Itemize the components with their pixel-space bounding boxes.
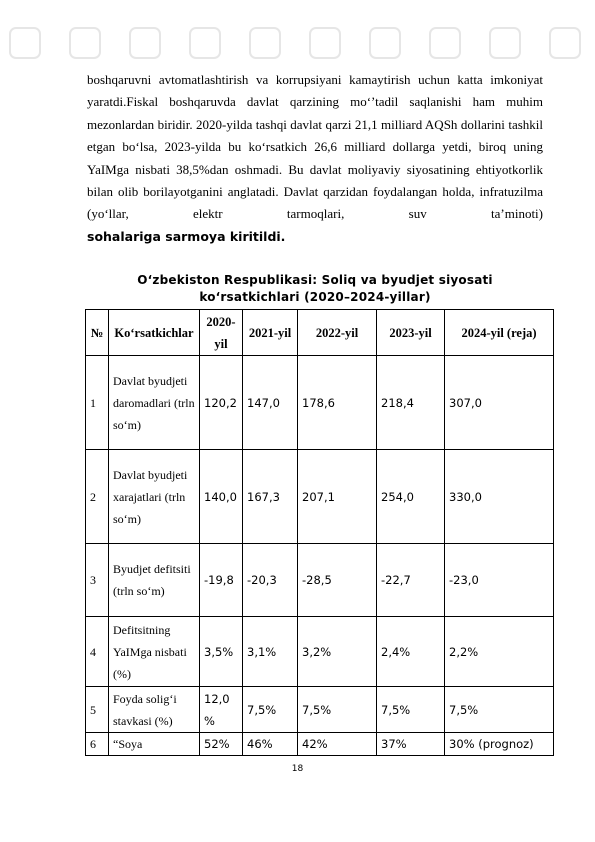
table-cell: 140,0: [200, 450, 243, 544]
table-cell: 207,1: [298, 450, 377, 544]
table-cell: 7,5%: [243, 687, 298, 733]
table-cell: 147,0: [243, 356, 298, 450]
table-cell: 7,5%: [377, 687, 445, 733]
table-cell: 37%: [377, 733, 445, 756]
table-row: [86, 544, 554, 617]
row-index: 5: [86, 687, 109, 733]
table-cell: 3,2%: [298, 617, 377, 687]
table-header-row: [86, 310, 554, 356]
indicator-name: Davlat byudjeti daromadlari (trln so‘m): [109, 356, 200, 450]
header-cell: 2022-yil: [298, 310, 377, 356]
body-paragraph: [87, 69, 543, 248]
paragraph-text: boshqaruvni avtomatlashtirish va korrupsiyani kamaytirish uchun katta imkoniyat yaratdi.Fiskal boshqaruvda davlat qarzining mo‘’tadil saqlanishi ham muhim mezonlardan biridir. 2020-yilda tashqi davlat qarzi 21,1 milliard AQSh dollarini tashkil etgan bo‘lsa, 2023-yilda bu ko‘rsatkich 26,6 milliard dollarga yetdi, biroq uning YaIMga nisbati 38,5%dan oshmadi. Bu davlat moliyaviy siyosatining ehtiyotkorlik bilan olib borilayotganini anglatadi. Davlat qarzidan foydalangan holda, infratuzilma (yo‘llar, elektr tarmoqlari, suv ta’minoti): [87, 72, 543, 222]
header-cell: Ko‘rsatkichlar: [109, 310, 200, 356]
indicator-name: Byudjet defitsiti (trln so‘m): [109, 544, 200, 617]
table-cell: -23,0: [445, 544, 554, 617]
table-cell: 12,0 %: [200, 687, 243, 733]
table-cell: 167,3: [243, 450, 298, 544]
header-cell: 2024-yil (reja): [445, 310, 554, 356]
header-cell: 2021-yil: [243, 310, 298, 356]
table-cell: 7,5%: [445, 687, 554, 733]
table-cell: 120,2: [200, 356, 243, 450]
table-row: [86, 617, 554, 687]
table-cell: -19,8: [200, 544, 243, 617]
page-number: 18: [291, 764, 304, 774]
paragraph-tail: sohalariga sarmoya kiritildi.: [87, 228, 286, 244]
table-cell: -22,7: [377, 544, 445, 617]
table-row: [86, 687, 554, 733]
table-row: [86, 733, 554, 756]
table-cell: 3,5%: [200, 617, 243, 687]
row-index: 2: [86, 450, 109, 544]
table-cell: 46%: [243, 733, 298, 756]
table-cell: 178,6: [298, 356, 377, 450]
header-cell: 2023-yil: [377, 310, 445, 356]
table-row: [86, 356, 554, 450]
table-cell: 2,2%: [445, 617, 554, 687]
header-cell: 2020-yil: [200, 310, 243, 356]
table-cell: 330,0: [445, 450, 554, 544]
row-index: 6: [86, 733, 109, 756]
table-cell: 3,1%: [243, 617, 298, 687]
table-cell: 218,4: [377, 356, 445, 450]
indicator-name: “Soya: [109, 733, 200, 756]
table-cell: 254,0: [377, 450, 445, 544]
indicator-name: Defitsitning YaIMga nisbati (%): [109, 617, 200, 687]
header-cell: №: [86, 310, 109, 356]
row-index: 3: [86, 544, 109, 617]
row-index: 1: [86, 356, 109, 450]
table-cell: 30% (prognoz): [445, 733, 554, 756]
table-row: [86, 450, 554, 544]
table-title-line2: ko‘rsatkichlari (2020–2024-yillar): [199, 290, 431, 304]
table-cell: 42%: [298, 733, 377, 756]
table-cell: 307,0: [445, 356, 554, 450]
table-cell: -28,5: [298, 544, 377, 617]
table-title-line1: O‘zbekiston Respublikasi: Soliq va byudjet siyosati: [137, 273, 493, 287]
indicator-name: Foyda solig‘i stavkasi (%): [109, 687, 200, 733]
row-index: 4: [86, 617, 109, 687]
table-cell: 2,4%: [377, 617, 445, 687]
indicator-name: Davlat byudjeti xarajatlari (trln so‘m): [109, 450, 200, 544]
table-cell: 7,5%: [298, 687, 377, 733]
table-cell: -20,3: [243, 544, 298, 617]
table-cell: 52%: [200, 733, 243, 756]
table-title: [87, 272, 543, 306]
indicators-table: [85, 309, 554, 756]
